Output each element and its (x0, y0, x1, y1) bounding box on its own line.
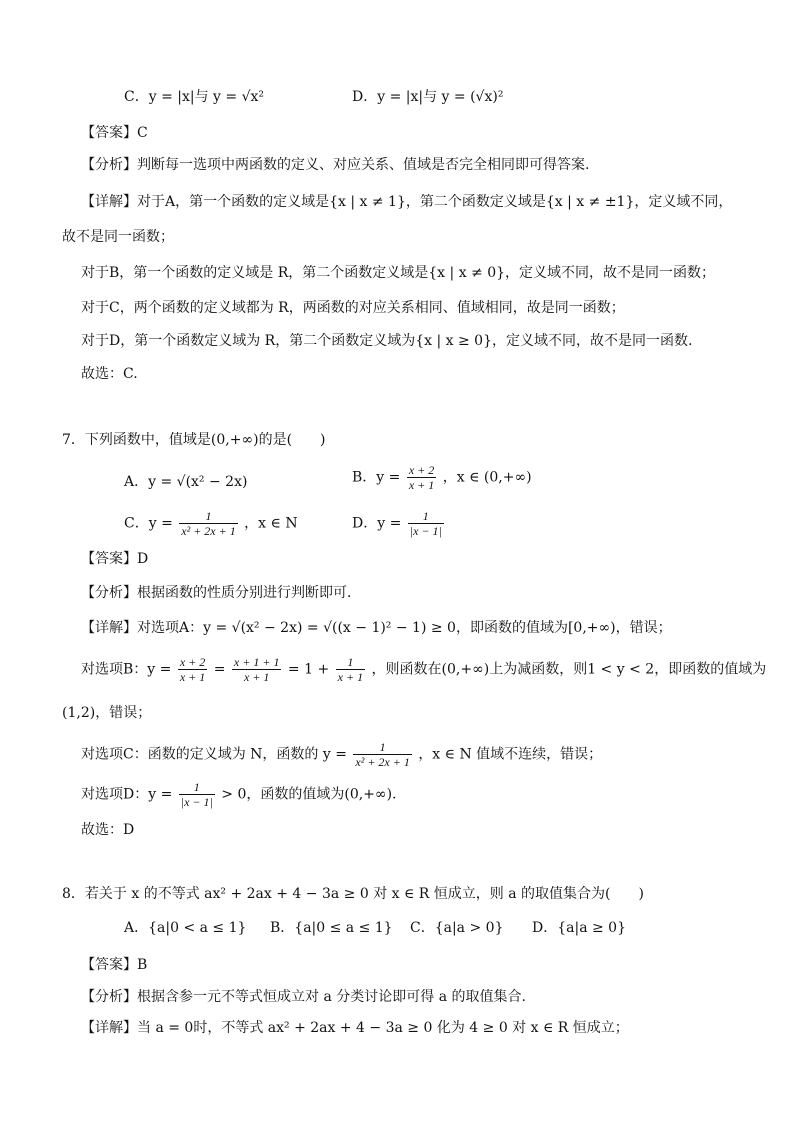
fraction-denominator: x + 1 (179, 670, 206, 684)
q7-detail-c-fraction (353, 740, 411, 769)
fraction-denominator: x + 1 (408, 478, 435, 492)
equals-sign: = (213, 661, 226, 678)
q7-option-b (352, 463, 532, 492)
fraction-numerator: 1 (179, 780, 215, 795)
q6-detail-a: 【详解】对于A，第一个函数的定义域是{x | x ≠ 1}，第二个函数定义域是{x | x ≠ ±1}，定义域不同， (81, 194, 733, 210)
q7-detail-b-fraction-1 (178, 655, 207, 684)
q7-option-c-suffix: ，x ∈ N (244, 515, 298, 532)
fraction-numerator: 1 (336, 655, 365, 670)
q7-detail-a: 【详解】对选项A：y = √(x² − 2x) = √((x − 1)² − 1) ≥ 0，即函数的值域为[0,+∞)，错误； (81, 620, 672, 636)
q8-answer: 【答案】B (81, 957, 148, 973)
q7-detail-d-fraction (179, 780, 215, 809)
q8-stem: 8．若关于 x 的不等式 ax² + 2ax + 4 − 3a ≥ 0 对 x ∈ R 恒成立，则 a 的取值集合为( ) (62, 886, 644, 902)
q8-option-a: A．{a|0 < a ≤ 1} (124, 920, 247, 936)
q6-detail-a-cont: 故不是同一函数； (62, 229, 174, 245)
q7-detail-d (81, 780, 396, 809)
q7-detail-b-cont: (1,2)，错误； (62, 705, 152, 721)
q7-detail-b-prefix: 对选项B：y = (81, 661, 172, 678)
fraction-denominator: |x − 1| (180, 795, 213, 809)
fraction-numerator: x + 2 (179, 655, 206, 669)
q8-option-b: B．{a|0 ≤ a ≤ 1} (270, 920, 393, 936)
fraction-denominator: x + 1 (243, 670, 270, 684)
q6-answer: 【答案】C (81, 125, 148, 141)
q6-option-d: D．y = |x|与 y = (√x)² (352, 89, 504, 105)
q6-detail-b: 对于B，第一个函数的定义域是 R，第二个函数定义域是{x | x ≠ 0}，定义域不同，故不是同一函数； (81, 265, 716, 281)
q6-detail-c: 对于C，两个函数的定义域都为 R，两函数的对应关系相同、值域相同，故是同一函数； (81, 300, 625, 316)
q7-option-b-prefix: B．y = (352, 469, 401, 486)
q7-stem: 7．下列函数中，值域是(0,+∞)的是( ) (62, 432, 326, 448)
q7-option-d-prefix: D．y = (352, 515, 402, 532)
q7-option-d (352, 509, 446, 538)
q7-option-c-fraction (179, 509, 237, 538)
q7-detail-c-suffix: ，x ∈ N 值域不连续，错误； (418, 746, 603, 763)
q7-option-c-prefix: C．y = (124, 515, 173, 532)
q7-option-b-fraction (407, 463, 436, 492)
q7-detail-b-middle: = 1 + (287, 661, 330, 678)
q7-option-d-fraction (408, 509, 444, 538)
fraction-numerator: 1 (179, 509, 237, 524)
q7-detail-c (81, 740, 602, 769)
fraction-numerator: 1 (353, 740, 411, 755)
q7-analysis: 【分析】根据函数的性质分别进行判断即可． (81, 585, 361, 601)
q7-detail-d-suffix: > 0，函数的值域为(0,+∞). (221, 786, 397, 803)
q7-detail-d-prefix: 对选项D：y = (81, 786, 173, 803)
q8-option-d: D．{a|a ≥ 0} (532, 920, 626, 936)
q7-option-b-suffix: ，x ∈ (0,+∞) (442, 469, 532, 486)
q6-analysis: 【分析】判断每一选项中两函数的定义、对应关系、值域是否完全相同即可得答案. (81, 157, 590, 173)
q8-analysis: 【分析】根据含参一元不等式恒成立对 a 分类讨论即可得 a 的取值集合. (81, 989, 526, 1005)
q7-detail-c-prefix: 对选项C：函数的定义域为 N，函数的 y = (81, 746, 347, 763)
fraction-numerator: x + 1 + 1 (233, 655, 280, 669)
fraction-numerator: 1 (408, 509, 444, 524)
fraction-numerator: x + 2 (408, 463, 435, 477)
fraction-denominator: |x − 1| (409, 524, 442, 538)
q7-detail-b (81, 655, 766, 684)
q7-answer: 【答案】D (81, 551, 149, 567)
q8-option-c: C．{a|a > 0} (410, 920, 504, 936)
q7-detail-b-suffix: ，则函数在(0,+∞)上为减函数，则1 < y < 2，即函数的值域为 (371, 661, 767, 678)
q7-detail-b-fraction-3 (336, 655, 365, 684)
q8-detail: 【详解】当 a = 0时，不等式 ax² + 2ax + 4 − 3a ≥ 0 化为 4 ≥ 0 对 x ∈ R 恒成立； (81, 1020, 629, 1036)
q7-choice: 故选：D (81, 822, 135, 838)
fraction-denominator: x² + 2x + 1 (181, 524, 236, 538)
q6-detail-d: 对于D，第一个函数定义域为 R，第二个函数定义域为{x | x ≥ 0}，定义域不同，故不是同一函数. (81, 333, 693, 349)
q7-option-c (124, 509, 298, 538)
q6-choice: 故选：C. (81, 366, 138, 382)
fraction-denominator: x + 1 (337, 670, 364, 684)
q7-option-a: A．y = √(x² − 2x) (124, 474, 248, 490)
q7-detail-b-fraction-2 (232, 655, 282, 684)
fraction-denominator: x² + 2x + 1 (355, 755, 410, 769)
q6-option-c: C．y = |x|与 y = √x² (124, 89, 264, 105)
